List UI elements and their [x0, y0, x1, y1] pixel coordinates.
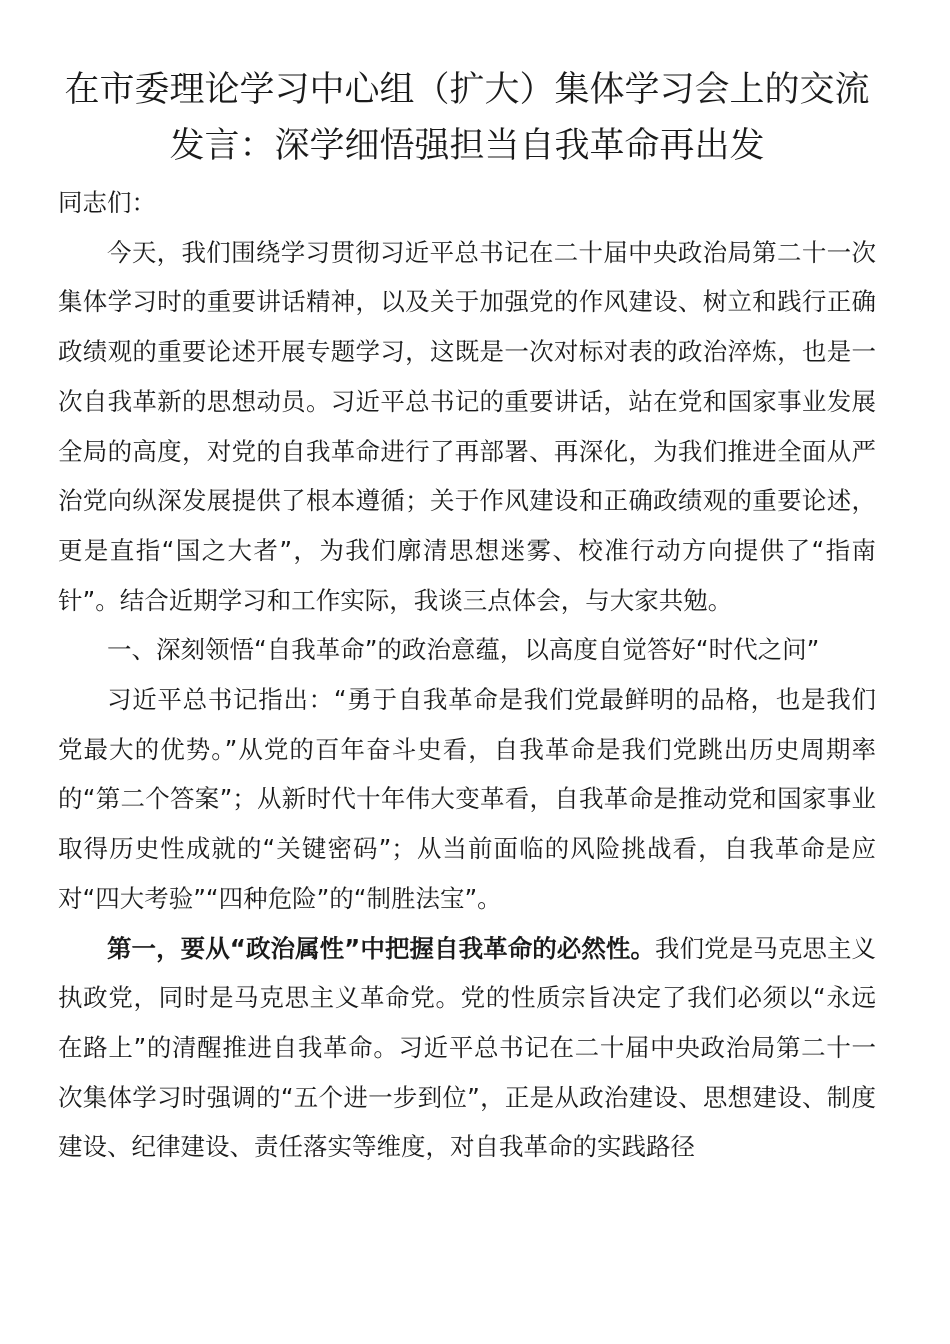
salutation: 同志们： [58, 188, 156, 217]
document-body [58, 178, 876, 1172]
point-1-body: 我们党是马克思主义执政党，同时是马克思主义革命党。党的性质宗旨决定了我们必须以“永远在路上”的清醒推进自我革命。习近平总书记在二十届中央政治局第二十一次集体学习时强调的“五个进一步到位”，正是从政治建设、思想建设、制度建设、纪律建设、责任落实等维度，对自我革命的实践路径 [58, 933, 877, 1162]
title-line-1: 在市委理论学习中心组（扩大）集体学习会上的交流 [64, 70, 870, 110]
section-heading-1: 一、深刻领悟“自我革命”的政治意蕴，以高度自觉答好“时代之问” [107, 635, 820, 665]
paragraph-quote: 习近平总书记指出：“勇于自我革命是我们党最鲜明的品格，也是我们党最大的优势。”从党的百年奋斗史看，自我革命是我们党跳出历史周期率的“第二个答案”；从新时代十年伟大变革看，自我革命是推动党和国家事业取得历史性成就的“关键密码”；从当前面临的风险挑战看，自我革命是应对“四大考验”“四种危险”的“制胜法宝”。 [58, 685, 876, 913]
paragraph-intro: 今天，我们围绕学习贯彻习近平总书记在二十届中央政治局第二十一次集体学习时的重要讲话精神，以及关于加强党的作风建设、树立和践行正确政绩观的重要论述开展专题学习，这既是一次对标对表的政治淬炼，也是一次自我革新的思想动员。习近平总书记的重要讲话，站在党和国家事业发展全局的高度，对党的自我革命进行了再部署、再深化，为我们推进全面从严治党向纵深发展提供了根本遵循；关于作风建设和正确政绩观的重要论述，更是直指“国之大者”，为我们廓清思想迷雾、校准行动方向提供了“指南针”。结合近期学习和工作实际，我谈三点体会，与大家共勉。 [58, 237, 876, 615]
title-line-2: 发言：深学细悟强担当自我革命再出发 [169, 126, 765, 166]
point-1-lead: 第一，要从“政治属性”中把握自我革命的必然性。 [107, 933, 656, 963]
document-title [58, 62, 876, 174]
document-page [58, 62, 876, 1172]
paragraph-point-1 [58, 924, 876, 1173]
